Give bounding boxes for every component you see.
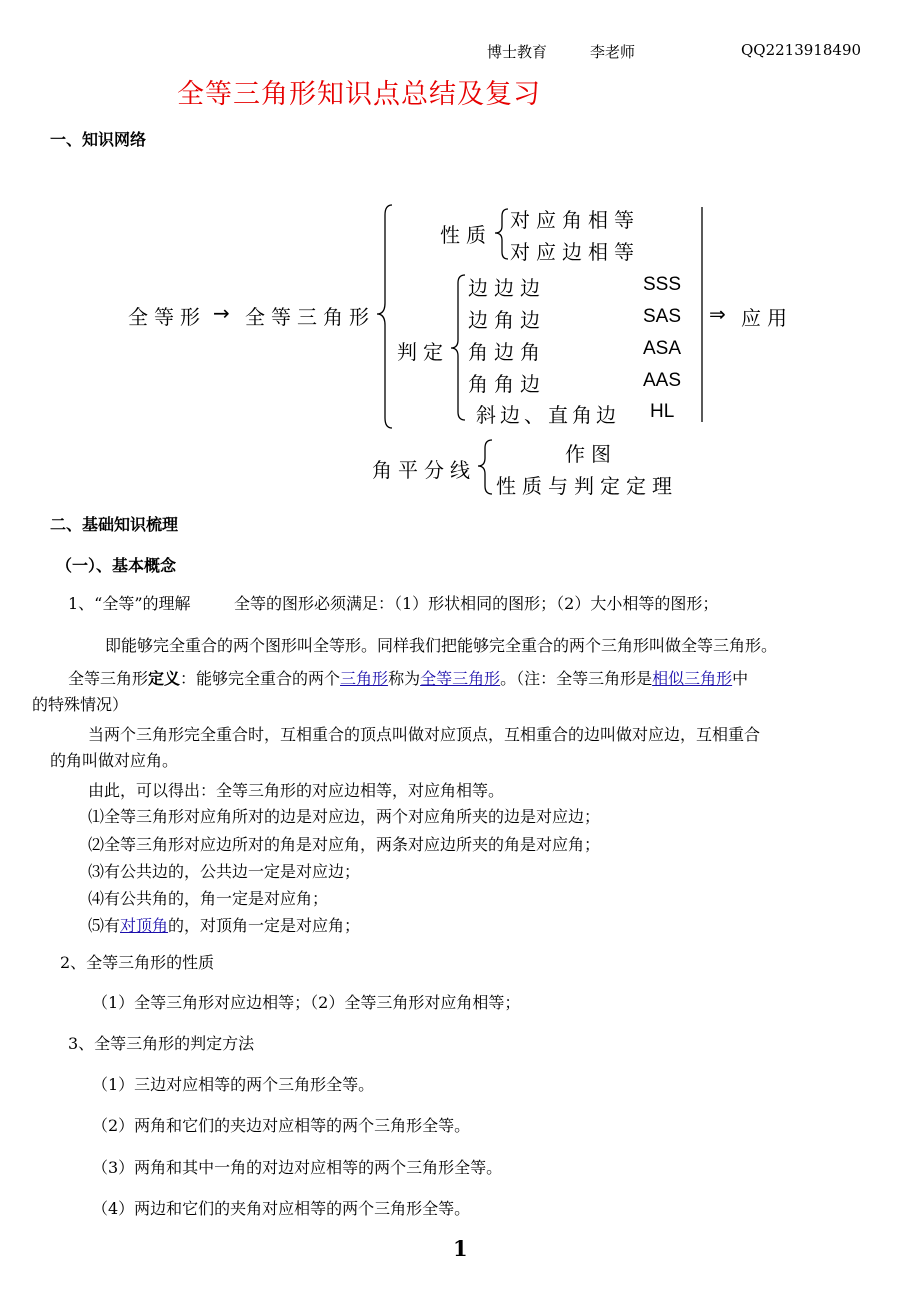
section-heading-basics: 二、基础知识梳理 (50, 515, 179, 534)
point-item: ⑵全等三角形对应边所对的角是对应角，两条对应边所夹的角是对应角； (88, 835, 601, 854)
point-item: ⑶有公共边的，公共边一定是对应边； (88, 862, 361, 881)
diagram-judge-cn: 边角边 (468, 308, 546, 332)
point-item: ⑷有公共角的，角一定是对应角； (88, 889, 329, 908)
diagram-props-label: 性质 (440, 223, 492, 247)
method-item: （1）三边对应相等的两个三角形全等。 (92, 1075, 375, 1094)
diagram-judge-abbr: AAS (643, 370, 682, 391)
item2-text: （1）全等三角形对应边相等；（2）全等三角形对应角相等； (92, 993, 521, 1012)
method-item: （3）两角和其中一角的对边对应相等的两个三角形全等。 (92, 1158, 503, 1177)
point-item: ⑸有对顶角的，对顶角一定是对应角； (88, 916, 361, 935)
main-brace-icon (377, 205, 392, 428)
diagram-judge-cn: 边边边 (468, 276, 546, 300)
diagram-arrow-icon: → (213, 301, 236, 325)
diagram-root: 全等形 (128, 305, 206, 329)
diagram-apply: 应用 (741, 306, 793, 330)
vertices-line-2: 的角叫做对应角。 (50, 751, 179, 770)
diagram-implies-icon: ⇒ (709, 302, 732, 326)
diagram-judge-cn: 斜边、直角边 (476, 403, 620, 427)
item3-heading: 3、全等三角形的判定方法 (68, 1034, 255, 1053)
props-brace-icon (495, 209, 508, 259)
diagram-prop-2: 对应边相等 (510, 240, 640, 264)
definition-term: 定义 (148, 669, 181, 688)
judge-brace-icon (451, 275, 465, 420)
link-similar-triangle[interactable]: 相似三角形 (652, 669, 733, 688)
item1-text: 全等的图形必须满足：（1）形状相同的图形；（2）大小相等的图形； (234, 594, 719, 613)
link-vertical-angle[interactable]: 对顶角 (120, 916, 169, 935)
header-qq: QQ2213918490 (741, 41, 862, 59)
item1-prefix: 1、“全等”的理解 (68, 594, 191, 613)
item1-line2: 即能够完全重合的两个图形叫全等形。同样我们把能够完全重合的两个三角形叫做全等三角形。 (105, 636, 778, 655)
diagram-judge-abbr: HL (650, 401, 675, 422)
diagram-mid: 全等三角形 (245, 305, 375, 329)
page-number: 1 (453, 1236, 468, 1261)
diagram-prop-1: 对应角相等 (510, 208, 640, 232)
diagram-bisector-label: 角平分线 (372, 458, 476, 482)
header-org: 博士教育 (487, 43, 548, 61)
diagram-bisector-item: 作图 (565, 442, 617, 466)
subsection-heading-concepts: （一）、基本概念 (56, 556, 177, 575)
header-teacher: 李老师 (590, 43, 636, 61)
thus-line: 由此，可以得出：全等三角形的对应边相等，对应角相等。 (88, 781, 505, 800)
definition-paragraph: 全等三角形定义：能够完全重合的两个三角形称为全等三角形。（注：全等三角形是相似三角形中 的特殊情况） (32, 669, 749, 714)
item2-heading: 2、全等三角形的性质 (60, 953, 215, 972)
method-item: （2）两角和它们的夹边对应相等的两个三角形全等。 (92, 1116, 471, 1135)
diagram-judge-abbr: SSS (643, 274, 682, 295)
diagram-judge-cn: 角边角 (468, 340, 546, 364)
point-item: ⑴全等三角形对应角所对的边是对应边，两个对应角所夹的边是对应边； (88, 807, 601, 826)
diagram-judge-cn: 角角边 (468, 372, 546, 396)
link-congruent-triangle[interactable]: 全等三角形 (420, 669, 501, 688)
diagram-judge-label: 判定 (397, 340, 449, 364)
section-heading-knowledge-network: 一、知识网络 (50, 130, 147, 149)
vertices-line-1: 当两个三角形完全重合时，互相重合的顶点叫做对应顶点，互相重合的边叫做对应边，互相重合 (88, 725, 761, 744)
page-title: 全等三角形知识点总结及复习 (177, 79, 541, 110)
bisector-brace-icon (478, 440, 492, 494)
diagram-judge-abbr: ASA (643, 338, 682, 359)
diagram-bisector-item: 性质与判定定理 (496, 474, 678, 498)
method-item: （4）两边和它们的夹角对应相等的两个三角形全等。 (92, 1199, 471, 1218)
diagram-judge-abbr: SAS (643, 306, 682, 327)
link-triangle[interactable]: 三角形 (340, 669, 389, 688)
